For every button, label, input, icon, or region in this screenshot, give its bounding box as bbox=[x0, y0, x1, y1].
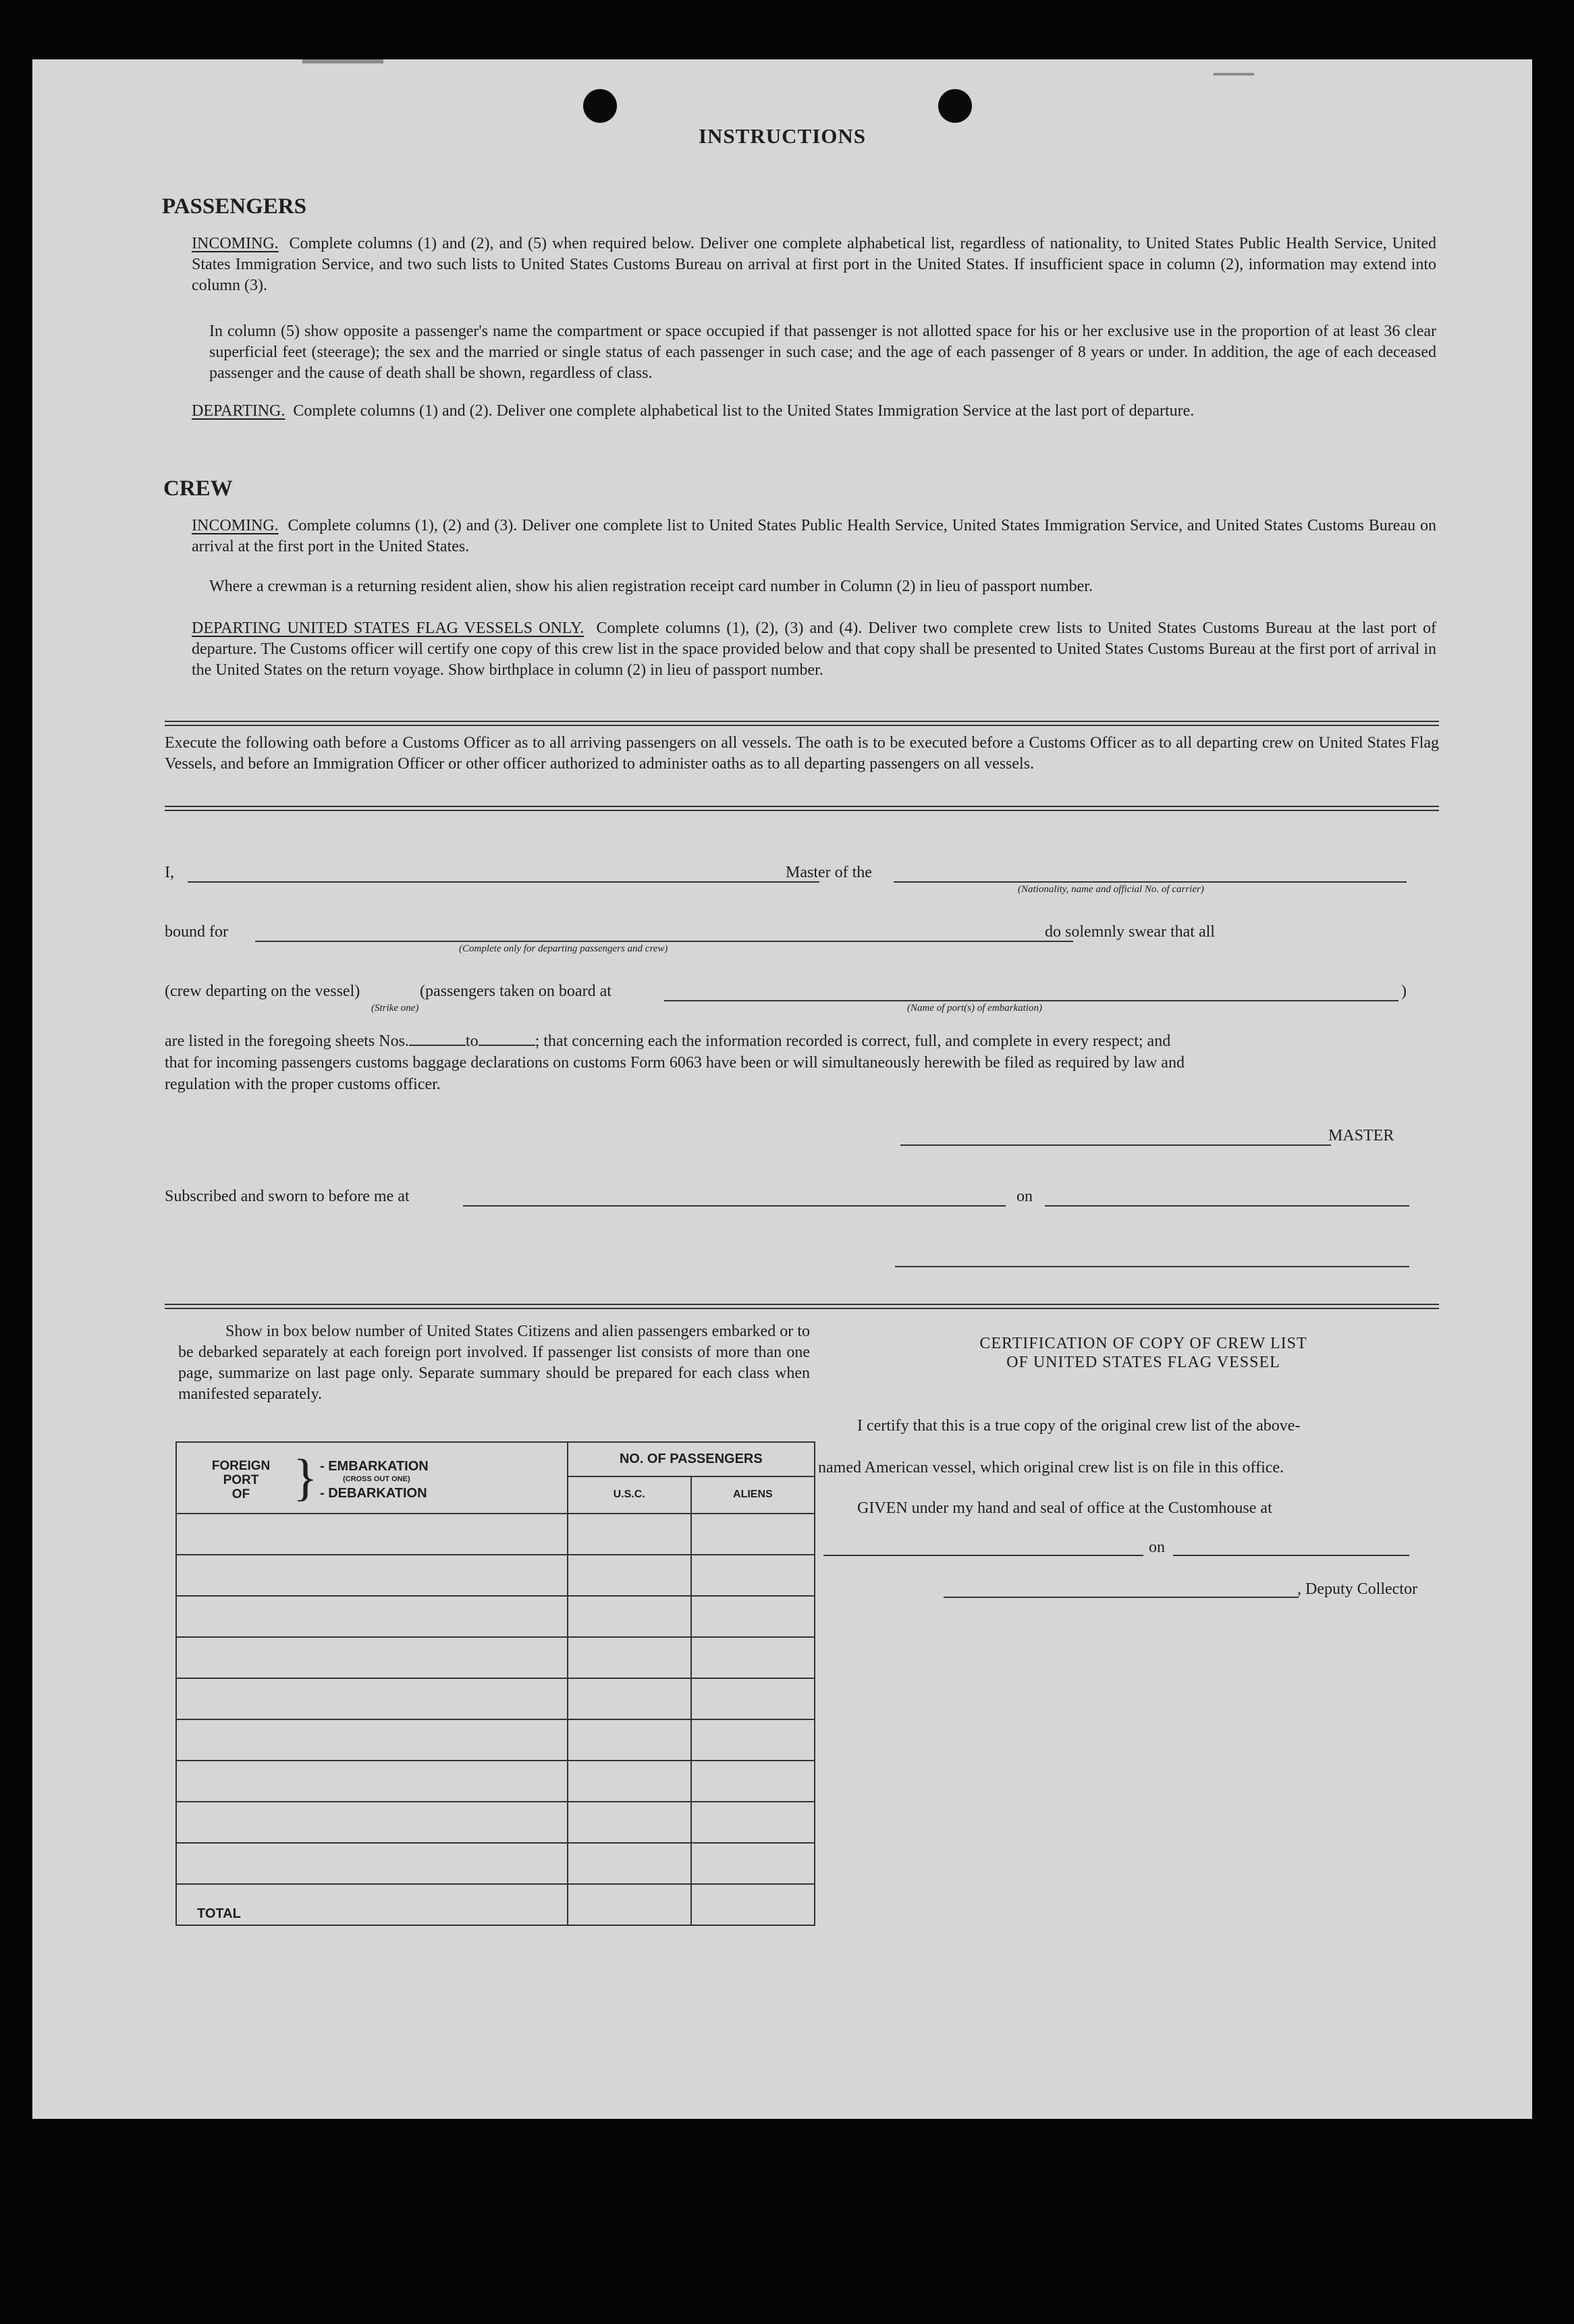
no-of-passengers-header: NO. OF PASSENGERS bbox=[568, 1442, 815, 1476]
aliens-cell[interactable] bbox=[691, 1719, 815, 1761]
aliens-cell[interactable] bbox=[691, 1843, 815, 1884]
listed-suffix: ; that concerning each the information recorded is correct, full, and complete in every respect; and bbox=[535, 1032, 1171, 1050]
strike-one-caption: (Strike one) bbox=[371, 1003, 419, 1014]
certify-line-1: I certify that this is a true copy of the original crew list of the above- bbox=[857, 1417, 1301, 1435]
foreign-port-header bbox=[176, 1442, 568, 1514]
usc-cell[interactable] bbox=[568, 1678, 691, 1719]
usc-cell[interactable] bbox=[568, 1802, 691, 1843]
officer-signature-line[interactable] bbox=[895, 1266, 1409, 1267]
crew-incoming-text: Complete columns (1), (2) and (3). Deliver one complete list to United States Public Health Service, United States Immigration Service, and United States Customs Bureau on arrival at the first port in the United States. bbox=[192, 517, 1437, 555]
port-cell[interactable] bbox=[176, 1719, 568, 1761]
port-label: PORT bbox=[223, 1473, 259, 1487]
aliens-cell[interactable] bbox=[691, 1761, 815, 1802]
given-line: GIVEN under my hand and seal of office at the Customhouse at bbox=[857, 1499, 1272, 1517]
passengers-departing-paragraph bbox=[192, 401, 1436, 422]
oath-listed-line3: regulation with the proper customs officer. bbox=[165, 1076, 441, 1093]
master-label: MASTER bbox=[1328, 1127, 1394, 1144]
certification-title-2: OF UNITED STATES FLAG VESSEL bbox=[1006, 1354, 1280, 1371]
name-of-ports-caption: (Name of port(s) of embarkation) bbox=[907, 1003, 1042, 1014]
oath-listed-line2: that for incoming passengers customs baggage declarations on customs Form 6063 have been or will simultaneously herewith be filed as required by law and bbox=[165, 1054, 1185, 1072]
total-label: TOTAL bbox=[197, 1906, 241, 1921]
table-row bbox=[176, 1761, 815, 1802]
divider-top-2 bbox=[165, 725, 1439, 726]
certify-line-2: named American vessel, which original crew list is on file in this office. bbox=[818, 1459, 1284, 1476]
sheet-to-line[interactable] bbox=[479, 1032, 535, 1046]
oath-bound-for: bound for bbox=[165, 923, 228, 941]
total-label-cell bbox=[176, 1884, 568, 1925]
oath-crew-departing: (crew departing on the vessel) bbox=[165, 983, 360, 1000]
punch-hole-right bbox=[938, 89, 972, 123]
foreign-label: FOREIGN bbox=[211, 1459, 271, 1473]
crew-departing-label: DEPARTING UNITED STATES FLAG VESSELS ONLY. bbox=[192, 619, 585, 637]
usc-cell[interactable] bbox=[568, 1761, 691, 1802]
passengers-departing-text: Complete columns (1) and (2). Deliver one complete alphabetical list to the United States Immigration Service at the last port of departure. bbox=[293, 402, 1195, 420]
port-cell[interactable] bbox=[176, 1802, 568, 1843]
oath-instructions: Execute the following oath before a Customs Officer as to all arriving passengers on all vessels. The oath is to be executed before a Customs Officer as to all departing crew on United States Flag Vessels, and before an Immigration Officer or other officer authorized to administer oaths as to all departing passengers on all vessels. bbox=[165, 734, 1439, 773]
oath-close-paren: ) bbox=[1401, 983, 1407, 1000]
aliens-header: ALIENS bbox=[691, 1476, 815, 1514]
aliens-cell[interactable] bbox=[691, 1555, 815, 1596]
usc-cell[interactable] bbox=[568, 1555, 691, 1596]
aliens-cell[interactable] bbox=[691, 1802, 815, 1843]
debarkation-label: - DEBARKATION bbox=[320, 1486, 427, 1501]
deputy-collector-label: , Deputy Collector bbox=[1297, 1580, 1417, 1598]
port-cell[interactable] bbox=[176, 1514, 568, 1555]
usc-cell[interactable] bbox=[568, 1514, 691, 1555]
usc-cell[interactable] bbox=[568, 1843, 691, 1884]
bound-for-line[interactable] bbox=[255, 941, 1073, 942]
listed-to: to bbox=[465, 1032, 479, 1050]
usc-header: U.S.C. bbox=[568, 1476, 691, 1514]
port-cell[interactable] bbox=[176, 1555, 568, 1596]
subscribed-label: Subscribed and sworn to before me at bbox=[165, 1188, 410, 1205]
port-cell[interactable] bbox=[176, 1637, 568, 1678]
port-cell[interactable] bbox=[176, 1678, 568, 1719]
nationality-caption: (Nationality, name and official No. of carrier) bbox=[1018, 884, 1204, 895]
form-sheet bbox=[32, 59, 1532, 2119]
passengers-incoming-paragraph bbox=[192, 233, 1436, 296]
embarkation-port-line[interactable] bbox=[664, 1000, 1399, 1001]
master-signature-line[interactable] bbox=[900, 1144, 1331, 1146]
passengers-heading: PASSENGERS bbox=[162, 194, 306, 219]
crew-departing-text: Complete columns (1), (2), (3) and (4). Deliver two complete crew lists to United States Customs Bureau at the last port of departure. The Customs officer will certify one copy of this crew list in the space provided below and that copy shall be presented to United States Customs Bureau at the first port of arrival in the United States on the return voyage. Show birthplace in column (2) in lieu of passport number. bbox=[192, 619, 1436, 679]
crew-incoming-label: INCOMING. bbox=[192, 517, 279, 534]
table-row bbox=[176, 1802, 815, 1843]
summary-instructions: Show in box below number of United States Citizens and alien passengers embarked or to be debarked separately at each foreign port involved. If passenger list consists of more than one page, summarize on last page only. Separate summary should be prepared for each class when manifested separately. bbox=[178, 1323, 810, 1403]
oath-master-of-the: Master of the bbox=[786, 864, 872, 881]
oath-do-solemnly: do solemnly swear that all bbox=[1045, 923, 1215, 941]
certification-date-line[interactable] bbox=[1173, 1555, 1409, 1556]
deputy-signature-line[interactable] bbox=[944, 1597, 1299, 1598]
passengers-incoming-label: INCOMING. bbox=[192, 235, 279, 252]
divider-bottom bbox=[165, 1304, 1439, 1305]
table-row bbox=[176, 1637, 815, 1678]
passengers-departing-label: DEPARTING. bbox=[192, 402, 286, 420]
usc-cell[interactable] bbox=[568, 1719, 691, 1761]
certification-on: on bbox=[1149, 1539, 1165, 1556]
table-row bbox=[176, 1843, 815, 1884]
total-aliens-cell[interactable] bbox=[691, 1884, 815, 1925]
sheet-from-line[interactable] bbox=[409, 1032, 466, 1046]
listed-prefix: are listed in the foregoing sheets Nos. bbox=[165, 1032, 409, 1050]
subscribed-on: on bbox=[1016, 1188, 1033, 1205]
certification-title-1: CERTIFICATION OF COPY OF CREW LIST bbox=[979, 1335, 1307, 1352]
crew-departing-paragraph bbox=[192, 618, 1436, 681]
passengers-incoming-text: Complete columns (1) and (2), and (5) when required below. Deliver one complete alphabetical list, regardless of nationality, to United States Public Health Service, United States Immigration Service, and two such lists to United States Customs Bureau on arrival at first port in the United States. If insufficient space in column (2), information may extend into column (3). bbox=[192, 235, 1437, 294]
top-right-smudge bbox=[1214, 73, 1254, 76]
passengers-column5-paragraph: In column (5) show opposite a passenger's name the compartment or space occupied if that passenger is not allotted space for his or her exclusive use in the proportion of at least 36 clear superficial feet (steerage); the sex and the married or single status of each passenger in such case; and the age of each passenger of 8 years or under. In addition, the age of each deceased passenger and the cause of death shall be shown, regardless of class. bbox=[209, 323, 1436, 382]
of-label: OF bbox=[232, 1487, 250, 1501]
complete-only-caption: (Complete only for departing passengers and crew) bbox=[459, 943, 668, 954]
passenger-summary-table bbox=[175, 1441, 815, 1926]
master-name-line[interactable] bbox=[188, 881, 819, 883]
crew-incoming-paragraph bbox=[192, 516, 1436, 557]
oath-passengers-taken: (passengers taken on board at bbox=[420, 983, 612, 1000]
divider-bottom-2 bbox=[165, 1308, 1439, 1309]
brace-icon: } bbox=[293, 1449, 318, 1506]
usc-cell[interactable] bbox=[568, 1596, 691, 1637]
port-cell[interactable] bbox=[176, 1596, 568, 1637]
oath-listed-line1 bbox=[165, 1032, 1442, 1051]
total-usc-cell[interactable] bbox=[568, 1884, 691, 1925]
page-title: INSTRUCTIONS bbox=[698, 124, 866, 148]
port-cell[interactable] bbox=[176, 1761, 568, 1802]
punch-hole-left bbox=[583, 89, 617, 123]
aliens-cell[interactable] bbox=[691, 1514, 815, 1555]
table-row bbox=[176, 1514, 815, 1555]
port-cell[interactable] bbox=[176, 1843, 568, 1884]
divider-top bbox=[165, 721, 1439, 722]
crew-heading: CREW bbox=[163, 476, 233, 501]
divider-oath bbox=[165, 806, 1439, 807]
aliens-cell[interactable] bbox=[691, 1596, 815, 1637]
carrier-line[interactable] bbox=[894, 881, 1407, 883]
divider-oath-2 bbox=[165, 810, 1439, 811]
aliens-cell[interactable] bbox=[691, 1637, 815, 1678]
crew-resident-paragraph: Where a crewman is a returning resident alien, show his alien registration receipt card number in Column (2) in lieu of passport number. bbox=[209, 578, 1093, 595]
subscribed-date-line[interactable] bbox=[1045, 1205, 1409, 1207]
cross-out-label: (CROSS OUT ONE) bbox=[343, 1475, 410, 1483]
total-row bbox=[176, 1884, 815, 1925]
customhouse-place-line[interactable] bbox=[823, 1555, 1143, 1556]
top-smudge bbox=[302, 59, 383, 63]
table-row bbox=[176, 1555, 815, 1596]
table-row bbox=[176, 1678, 815, 1719]
table-row bbox=[176, 1719, 815, 1761]
table-row bbox=[176, 1596, 815, 1637]
embarkation-label: - EMBARKATION bbox=[320, 1459, 429, 1474]
usc-cell[interactable] bbox=[568, 1637, 691, 1678]
oath-i-label: I, bbox=[165, 864, 174, 881]
aliens-cell[interactable] bbox=[691, 1678, 815, 1719]
subscribed-place-line[interactable] bbox=[463, 1205, 1006, 1207]
